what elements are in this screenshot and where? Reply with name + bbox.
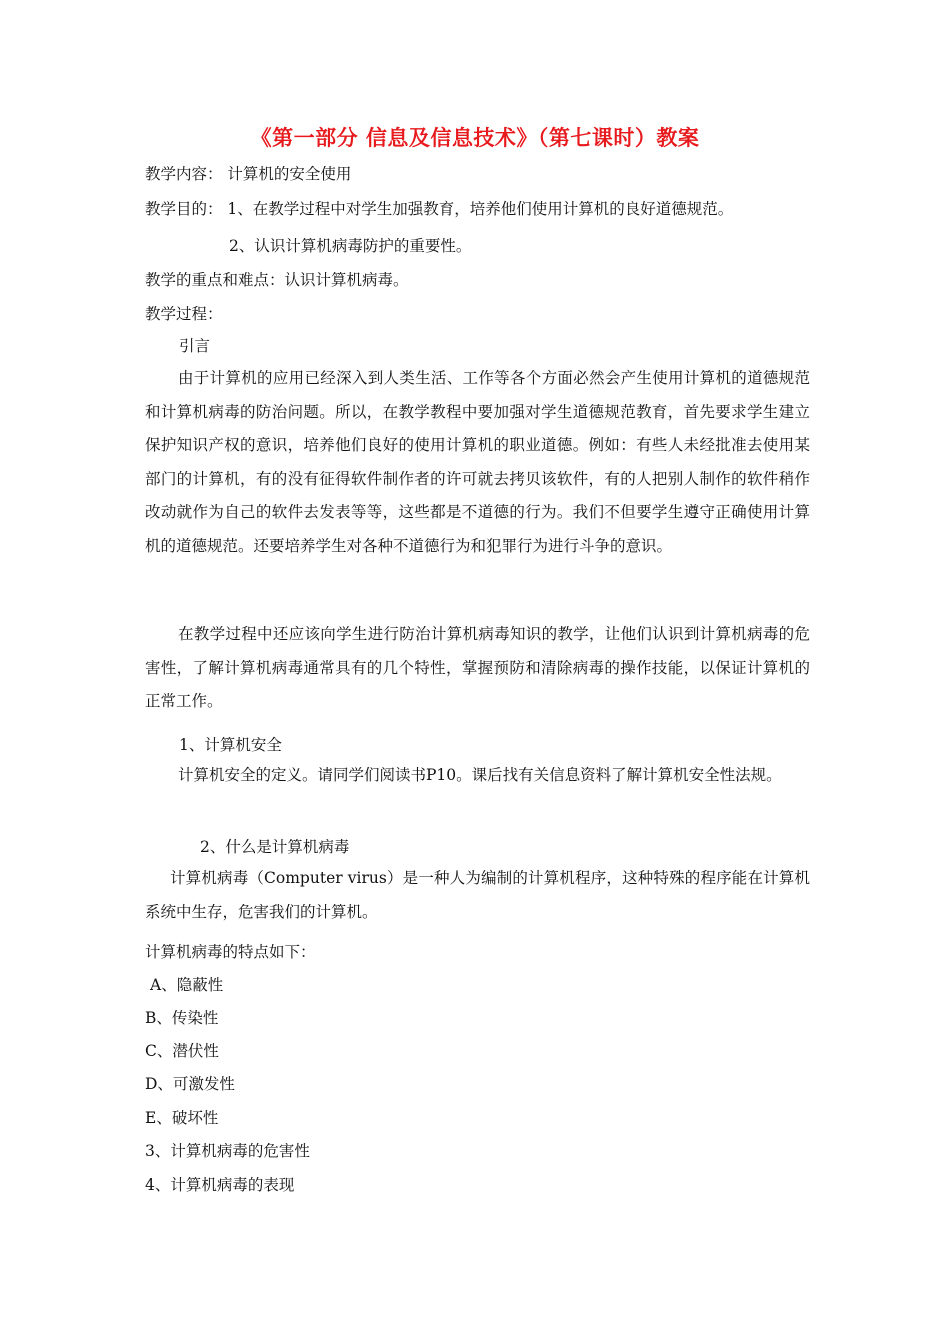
intro-paragraph: 由于计算机的应用已经深入到人类生活、工作等各个方面必然会产生使用计算机的道德规范和计算机病毒的防治问题。所以，在教学教程中要加强对学生道德规范教育，首先要求学生建立保护知识产权的意识，培养他们良好的使用计算机的职业道德。例如：有些人未经批准去使用某部门的计算机，有的没有征得软件制作者的许可就去拷贝该软件，有的人把别人制作的软件稍作改动就作为自己的软件去发表等等，这些都是不道德的行为。我们不但要学生遵守正确使用计算机的道德规范。还要培养学生对各种不道德行为和犯罪行为进行斗争的意识。 [145,369,810,555]
teaching-goal-line-2: 2、认识计算机病毒防护的重要性。 [229,237,472,255]
key-points-line: 教学的重点和难点：认识计算机病毒。 [145,271,409,289]
teaching-goal-line-1: 教学目的： 1、在教学过程中对学生加强教育，培养他们使用计算机的良好道德规范。 [145,200,734,218]
document-title: 《第一部分 信息及信息技术》（第七课时）教案 [250,125,700,150]
feature-item: C、潜伏性 [145,1042,219,1060]
section-3-heading: 3、计算机病毒的危害性 [145,1142,310,1160]
section-2-heading: 2、什么是计算机病毒 [200,838,350,856]
feature-item: E、破坏性 [145,1109,219,1127]
feature-item: A、隐蔽性 [150,976,224,994]
feature-item: D、可激发性 [145,1075,235,1093]
feature-item: B、传染性 [145,1009,219,1027]
section-1-heading: 1、计算机安全 [179,736,282,754]
section-1-paragraph: 计算机安全的定义。请同学们阅读书P10。课后找有关信息资料了解计算机安全性法规。 [178,766,782,784]
teaching-content-line: 教学内容： 计算机的安全使用 [145,165,352,183]
features-intro: 计算机病毒的特点如下： [145,943,316,961]
section-2-paragraph: 计算机病毒（Computer virus）是一种人为编制的计算机程序，这种特殊的程序能在计算机系统中生存，危害我们的计算机。 [145,869,810,921]
virus-education-paragraph: 在教学过程中还应该向学生进行防治计算机病毒知识的教学，让他们认识到计算机病毒的危害性，了解计算机病毒通常具有的几个特性，掌握预防和清除病毒的操作技能，以保证计算机的正常工作。 [145,625,810,710]
process-label: 教学过程： [145,305,223,323]
intro-heading: 引言 [179,337,211,355]
section-4-heading: 4、计算机病毒的表现 [145,1176,295,1194]
